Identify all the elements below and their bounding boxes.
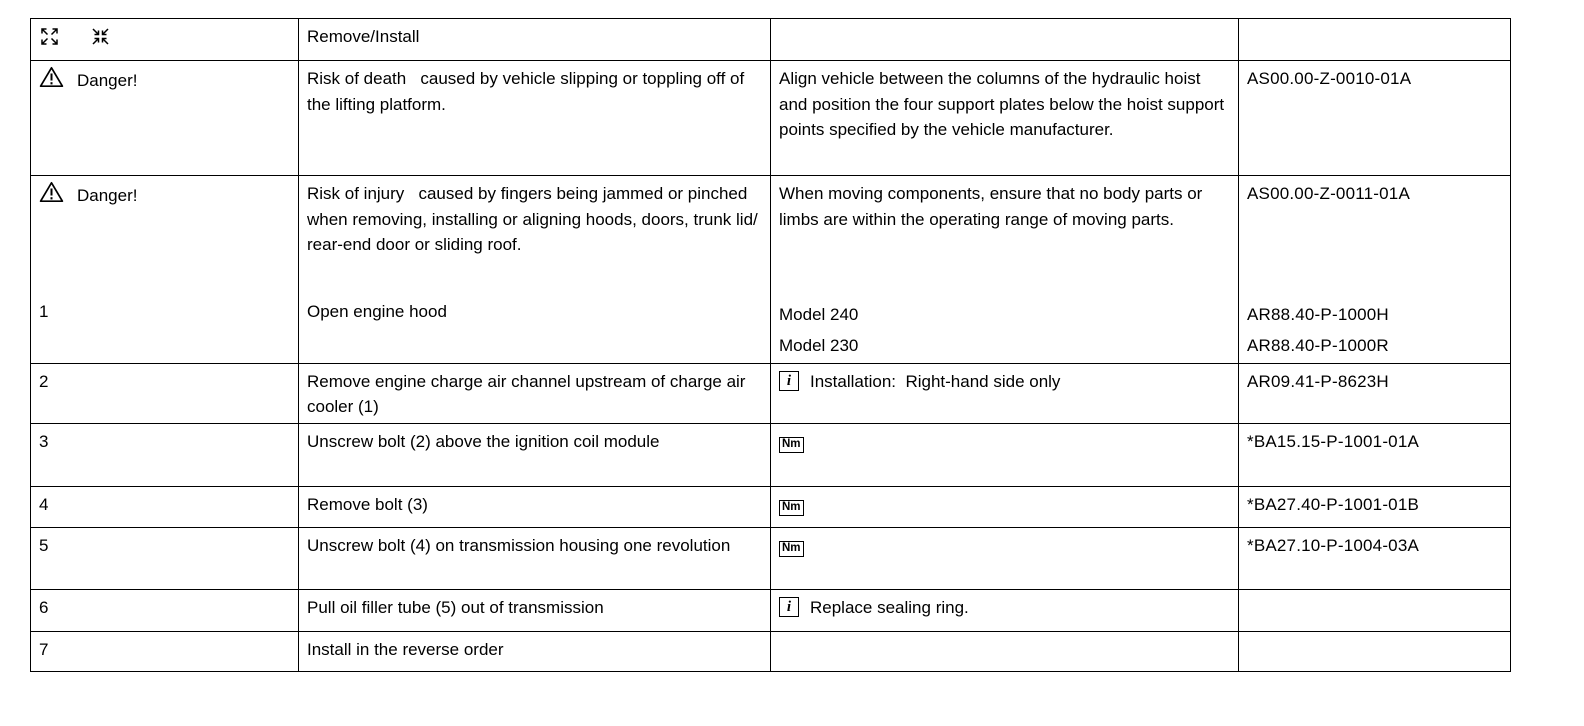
note-text: Installation: Right-hand side only — [810, 371, 1061, 391]
step-row-3 — [31, 423, 1511, 486]
step-row-4 — [31, 486, 1511, 527]
task-cell: Unscrew bolt (2) above the ignition coil module — [299, 423, 771, 486]
step-row-6 — [31, 589, 1511, 631]
task-cell: Remove bolt (3) — [299, 486, 771, 527]
document-code: AR88.40-P-1000R — [1247, 335, 1389, 355]
info-icon: i — [779, 371, 799, 391]
document-code: AS00.00-Z-0010-01A — [1239, 61, 1511, 176]
step-number: 5 — [31, 527, 299, 589]
table-title: Remove/Install — [307, 27, 420, 46]
code-cell — [1239, 631, 1511, 671]
expand-icon[interactable] — [39, 26, 60, 47]
note-cell — [771, 527, 1239, 589]
risk-text: Risk of death caused by vehicle slipping or toppling off of the lifting platform. — [299, 61, 771, 176]
model-line: Model 230 — [779, 335, 859, 355]
empty-header-cell-3 — [771, 19, 1239, 61]
step-row-5 — [31, 527, 1511, 589]
danger-cell — [31, 61, 299, 176]
collapse-icon[interactable] — [90, 26, 111, 47]
risk-text: Risk of injury caused by fingers being jammed or pinched when removing, installing or aligning hoods, doors, trunk lid/ rear-end door or sliding roof. — [299, 176, 771, 294]
torque-icon: Nm — [779, 541, 804, 557]
code-cell: AR09.41-P-8623H — [1239, 363, 1511, 423]
table-title-cell — [299, 19, 771, 61]
document-code: AS00.00-Z-0011-01A — [1239, 176, 1511, 294]
note-cell — [771, 486, 1239, 527]
model-line: Model 240 — [779, 304, 859, 324]
document-code: AR88.40-P-1000H — [1247, 304, 1389, 324]
torque-icon: Nm — [779, 437, 804, 453]
header-icons-cell — [31, 19, 299, 61]
danger-instruction: Align vehicle between the columns of the hydraulic hoist and position the four support plates below the hoist support points specified by the vehicle manufacturer. — [771, 61, 1239, 176]
code-cell — [1239, 589, 1511, 631]
note-cell — [771, 363, 1239, 423]
code-cell: *BA15.15-P-1001-01A — [1239, 423, 1511, 486]
table-header-row — [31, 19, 1511, 61]
danger-row-2 — [31, 176, 1511, 294]
step-number: 1 — [31, 294, 299, 364]
code-cell — [1239, 294, 1511, 364]
procedure-table — [30, 18, 1511, 672]
danger-instruction: When moving components, ensure that no body parts or limbs are within the operating range of moving parts. — [771, 176, 1239, 294]
danger-row-1 — [31, 61, 1511, 176]
danger-label: Danger! — [77, 186, 138, 205]
empty-header-cell-4 — [1239, 19, 1511, 61]
task-cell: Unscrew bolt (4) on transmission housing one revolution — [299, 527, 771, 589]
note-cell — [771, 631, 1239, 671]
danger-label: Danger! — [77, 71, 138, 90]
code-cell: *BA27.10-P-1004-03A — [1239, 527, 1511, 589]
warning-icon — [39, 181, 64, 211]
step-number: 7 — [31, 631, 299, 671]
danger-cell — [31, 176, 299, 294]
note-cell — [771, 589, 1239, 631]
task-cell: Pull oil filler tube (5) out of transmission — [299, 589, 771, 631]
task-cell: Open engine hood — [299, 294, 771, 364]
task-cell: Install in the reverse order — [299, 631, 771, 671]
code-cell: *BA27.40-P-1001-01B — [1239, 486, 1511, 527]
note-cell — [771, 423, 1239, 486]
note-cell — [771, 294, 1239, 364]
note-text: Replace sealing ring. — [810, 597, 969, 617]
step-row-2 — [31, 363, 1511, 423]
step-number: 6 — [31, 589, 299, 631]
warning-icon — [39, 66, 64, 96]
step-row-7 — [31, 631, 1511, 671]
step-row-1 — [31, 294, 1511, 364]
info-icon: i — [779, 597, 799, 617]
torque-icon: Nm — [779, 500, 804, 516]
step-number: 3 — [31, 423, 299, 486]
step-number: 4 — [31, 486, 299, 527]
step-number: 2 — [31, 363, 299, 423]
task-cell: Remove engine charge air channel upstream of charge air cooler (1) — [299, 363, 771, 423]
